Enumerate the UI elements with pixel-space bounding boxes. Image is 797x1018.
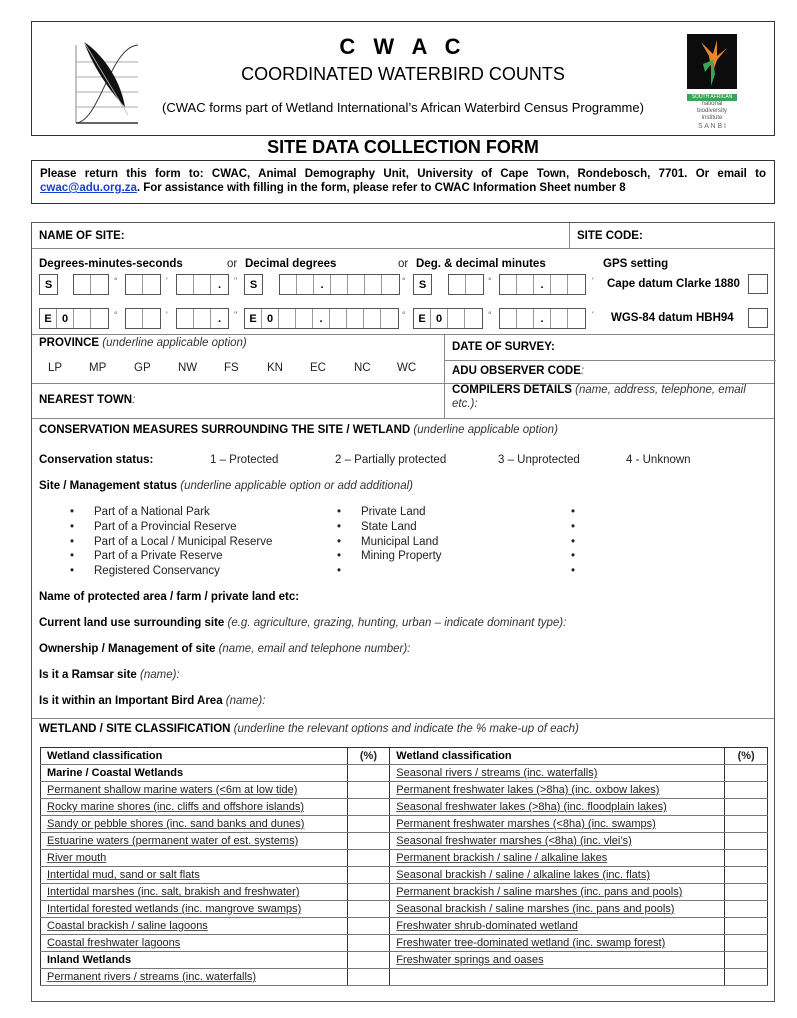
lon-dms-seconds[interactable]: . <box>176 308 229 329</box>
wetland-type[interactable]: Freshwater tree-dominated wetland (inc. swamp forest) <box>390 935 725 952</box>
nearest-town-field[interactable] <box>142 386 437 416</box>
pct-cell[interactable] <box>347 935 390 952</box>
minute-symbol: ' <box>166 310 168 320</box>
col-header-left: Wetland classification <box>41 748 348 765</box>
pct-cell[interactable] <box>725 867 768 884</box>
pct-cell[interactable] <box>725 901 768 918</box>
table-row <box>41 765 768 782</box>
pct-cell[interactable] <box>725 918 768 935</box>
site-code-field[interactable] <box>652 225 770 247</box>
pct-header-right: (%) <box>725 748 768 765</box>
wetland-type[interactable]: Permanent brackish / saline / alkaline lakes <box>390 850 725 867</box>
decimal-label: Decimal degrees <box>245 258 337 270</box>
pct-cell[interactable] <box>725 782 768 799</box>
wetland-type[interactable]: Rocky marine shores (inc. cliffs and offshore islands) <box>41 799 348 816</box>
bullet-icon: • <box>337 536 342 548</box>
pct-cell[interactable] <box>725 799 768 816</box>
date-of-survey-label: DATE OF SURVEY: <box>452 341 555 353</box>
date-of-survey-field[interactable] <box>562 336 772 358</box>
sanbi-band: SOUTH AFRICAN <box>687 94 737 101</box>
minute-symbol: ' <box>592 310 594 320</box>
col-header-right: Wetland classification <box>390 748 725 765</box>
wetland-type[interactable]: Permanent freshwater lakes (>8ha) (inc. oxbow lakes) <box>390 782 725 799</box>
table-row <box>41 782 768 799</box>
site-name-label: NAME OF SITE: <box>39 230 125 242</box>
province-nw[interactable]: NW <box>178 362 198 374</box>
protected-area-label: Name of protected area / farm / private land etc: <box>39 591 300 603</box>
table-row <box>41 833 768 850</box>
mgmt-option[interactable]: Part of a National Park <box>94 506 210 518</box>
wetland-type[interactable] <box>390 969 725 986</box>
site-name-field[interactable] <box>142 225 562 247</box>
ddm-label: Deg. & decimal minutes <box>416 258 546 270</box>
table-row <box>41 850 768 867</box>
sanbi-line-2: biodiversity <box>696 108 727 114</box>
degree-symbol: ° <box>488 276 492 286</box>
province-lp[interactable]: LP <box>48 362 63 374</box>
mgmt-option[interactable]: Part of a Private Reserve <box>94 550 223 562</box>
sanbi-logo <box>687 34 737 130</box>
province-nc[interactable]: NC <box>354 362 371 374</box>
province-gp[interactable]: GP <box>134 362 151 374</box>
return-instructions <box>31 160 775 204</box>
pct-cell[interactable] <box>347 901 390 918</box>
lat-dms-seconds[interactable]: . <box>176 274 229 295</box>
pct-cell[interactable] <box>725 952 768 969</box>
compilers-details-hint: etc.): <box>452 398 478 410</box>
bullet-icon: • <box>337 521 342 533</box>
mgmt-option[interactable]: Mining Property <box>361 550 442 562</box>
degree-symbol: ° <box>402 310 406 320</box>
lat-ddm-prefix: S <box>413 274 432 295</box>
bullet-icon: • <box>70 565 75 577</box>
lon-ddm-minutes[interactable]: . <box>499 308 586 329</box>
table-row <box>41 935 768 952</box>
mgmt-option[interactable]: Private Land <box>361 506 426 518</box>
gps-cape-checkbox[interactable] <box>748 274 768 294</box>
pct-cell[interactable] <box>347 799 390 816</box>
bullet-icon: • <box>70 536 75 548</box>
sanbi-line-1: national <box>701 101 723 107</box>
table-header-row <box>41 748 768 765</box>
ownership-label: Ownership / Management of site (name, email and telephone number): <box>39 643 411 655</box>
form-title: SITE DATA COLLECTION FORM <box>267 137 539 157</box>
category-marine-coastal: Marine / Coastal Wetlands <box>41 765 348 782</box>
conservation-status-label: Conservation status: <box>39 454 154 466</box>
province-label: PROVINCE (underline applicable option) <box>39 337 247 349</box>
or-text: or <box>227 258 238 270</box>
lon-dms-prefix: E 0 <box>39 308 109 329</box>
status-unknown[interactable]: 4 - Unknown <box>626 454 691 466</box>
pct-cell[interactable] <box>347 765 390 782</box>
lat-dms-degrees[interactable] <box>73 274 109 295</box>
bullet-icon: • <box>571 550 576 562</box>
status-partially-protected[interactable]: 2 – Partially protected <box>335 454 447 466</box>
wetland-type[interactable]: Seasonal rivers / streams (inc. waterfalls) <box>390 765 725 782</box>
sanbi-line-3: institute <box>701 115 723 121</box>
province-kn[interactable]: KN <box>267 362 283 374</box>
mgmt-option[interactable]: Part of a Local / Municipal Reserve <box>94 536 273 548</box>
province-mp[interactable]: MP <box>89 362 107 374</box>
minute-symbol: ' <box>166 276 168 286</box>
second-symbol: " <box>234 310 238 320</box>
sanbi-acronym: S A N B I <box>697 123 726 130</box>
pct-cell[interactable] <box>725 850 768 867</box>
bullet-icon: • <box>571 565 576 577</box>
wetland-type[interactable]: River mouth <box>41 850 348 867</box>
degree-symbol: ° <box>402 276 406 286</box>
wetland-type[interactable]: Permanent rivers / streams (inc. waterfalls) <box>41 969 348 986</box>
lon-dms-minutes[interactable] <box>125 308 161 329</box>
mgmt-option[interactable]: Registered Conservancy <box>94 565 220 577</box>
table-row <box>41 969 768 986</box>
degree-symbol: ° <box>114 276 118 286</box>
bullet-icon: • <box>337 565 342 577</box>
pct-cell[interactable] <box>347 816 390 833</box>
province-ec[interactable]: EC <box>310 362 326 374</box>
ramsar-label: Is it a Ramsar site (name): <box>39 669 180 681</box>
gps-setting-label: GPS setting <box>603 258 669 270</box>
return-text-after: . For assistance with filling in the form, please refer to CWAC Information Sheet number 8 <box>136 182 626 194</box>
site-code-label: SITE CODE: <box>577 230 643 242</box>
nearest-town-label: NEAREST TOWN: <box>39 394 136 406</box>
second-symbol: " <box>234 276 238 286</box>
lat-dd-value[interactable]: . <box>279 274 400 295</box>
lat-dms-minutes[interactable] <box>125 274 161 295</box>
pct-cell[interactable] <box>347 952 390 969</box>
pct-cell[interactable] <box>347 782 390 799</box>
pct-cell[interactable] <box>725 816 768 833</box>
bullet-icon: • <box>571 536 576 548</box>
pct-cell[interactable] <box>347 969 390 986</box>
bullet-icon: • <box>571 506 576 518</box>
pct-cell[interactable] <box>347 850 390 867</box>
programme-note: (CWAC forms part of Wetland International’s African Waterbird Census Programme) <box>162 100 644 115</box>
lat-ddm-minutes[interactable]: . <box>499 274 586 295</box>
compilers-details-label: COMPILERS DETAILS (name, address, telephone, email <box>452 384 746 396</box>
bullet-icon: • <box>571 521 576 533</box>
wetland-type[interactable]: Coastal freshwater lagoons <box>41 935 348 952</box>
status-unprotected[interactable]: 3 – Unprotected <box>498 454 580 466</box>
wetland-type[interactable]: Intertidal marshes (inc. salt, brakish and freshwater) <box>41 884 348 901</box>
wetland-type[interactable]: Permanent freshwater marshes (<8ha) (inc. swamps) <box>390 816 725 833</box>
category-inland: Inland Wetlands <box>41 952 348 969</box>
header-box <box>31 21 775 136</box>
bullet-icon: • <box>337 550 342 562</box>
wetland-type[interactable]: Seasonal freshwater marshes (<8ha) (inc. vlei’s) <box>390 833 725 850</box>
classification-heading: WETLAND / SITE CLASSIFICATION (underline the relevant options and indicate the % make-up of each) <box>39 723 579 735</box>
lat-dms-prefix: S <box>39 274 58 295</box>
table-row <box>41 816 768 833</box>
gps-option-wgs84: WGS-84 datum HBH94 <box>611 312 734 324</box>
pct-cell[interactable] <box>725 884 768 901</box>
lon-dd-value[interactable]: E 0 . <box>244 308 399 329</box>
wetland-type[interactable]: Intertidal forested wetlands (inc. mangrove swamps) <box>41 901 348 918</box>
mgmt-option[interactable]: State Land <box>361 521 417 533</box>
bullet-icon: • <box>70 521 75 533</box>
table-row <box>41 901 768 918</box>
wetland-type[interactable]: Intertidal mud, sand or salt flats <box>41 867 348 884</box>
pct-cell[interactable] <box>347 884 390 901</box>
wetland-type[interactable]: Freshwater shrub-dominated wetland <box>390 918 725 935</box>
app-title: C W A C <box>339 34 467 59</box>
wetland-type[interactable]: Seasonal brackish / saline / alkaline lakes (inc. flats) <box>390 867 725 884</box>
table-row <box>41 799 768 816</box>
lon-ddm-degrees[interactable]: E 0 <box>413 308 483 329</box>
province-fs[interactable]: FS <box>224 362 239 374</box>
dms-label: Degrees-minutes-seconds <box>39 258 183 270</box>
conservation-heading: CONSERVATION MEASURES SURROUNDING THE SITE / WETLAND (underline applicable option) <box>39 424 558 436</box>
table-row <box>41 918 768 935</box>
pct-header-left: (%) <box>347 748 390 765</box>
site-form <box>31 222 775 1002</box>
observer-code-label: ADU OBSERVER CODE: <box>452 365 585 377</box>
lat-ddm-degrees[interactable] <box>448 274 484 295</box>
observer-code-field[interactable] <box>592 361 772 383</box>
gps-option-cape: Cape datum Clarke 1880 <box>607 278 740 290</box>
wetland-type[interactable]: Estuarine waters (permanent water of est. systems) <box>41 833 348 850</box>
strelitzia-flower-icon <box>687 34 737 89</box>
wetland-type[interactable]: Coastal brackish / saline lagoons <box>41 918 348 935</box>
province-wc[interactable]: WC <box>397 362 417 374</box>
bullet-icon: • <box>70 506 75 518</box>
wetland-type[interactable]: Seasonal brackish / saline marshes (inc. pans and pools) <box>390 901 725 918</box>
lat-dd-prefix: S <box>244 274 263 295</box>
wetland-type[interactable]: Seasonal freshwater lakes (>8ha) (inc. floodplain lakes) <box>390 799 725 816</box>
or-text: or <box>398 258 409 270</box>
app-subtitle: COORDINATED WATERBIRD COUNTS <box>241 64 565 84</box>
pct-cell[interactable] <box>725 833 768 850</box>
pct-cell[interactable] <box>347 867 390 884</box>
wetland-type[interactable]: Permanent shallow marine waters (<6m at low tide) <box>41 782 348 799</box>
wetland-type[interactable]: Permanent brackish / saline marshes (inc. pans and pools) <box>390 884 725 901</box>
land-use-label: Current land use surrounding site (e.g. agriculture, grazing, hunting, urban – indicate dominant type): <box>39 617 567 629</box>
gps-wgs84-checkbox[interactable] <box>748 308 768 328</box>
degree-symbol: ° <box>114 310 118 320</box>
pct-cell[interactable] <box>347 918 390 935</box>
pct-cell[interactable] <box>725 765 768 782</box>
iba-label: Is it within an Important Bird Area (name): <box>39 695 266 707</box>
degree-symbol: ° <box>488 310 492 320</box>
wetland-classification-table <box>40 747 768 986</box>
pct-cell[interactable] <box>725 935 768 952</box>
bullet-icon: • <box>337 506 342 518</box>
mgmt-option[interactable]: Part of a Provincial Reserve <box>94 521 237 533</box>
email-link[interactable]: cwac@adu.org.za <box>40 182 137 194</box>
pct-cell[interactable] <box>347 833 390 850</box>
wetland-type[interactable]: Sandy or pebble shores (inc. sand banks and dunes) <box>41 816 348 833</box>
mgmt-option[interactable]: Municipal Land <box>361 536 439 548</box>
table-row <box>41 952 768 969</box>
status-protected[interactable]: 1 – Protected <box>210 454 279 466</box>
bullet-icon: • <box>70 550 75 562</box>
table-row <box>41 884 768 901</box>
management-status-label: Site / Management status (underline applicable option or add additional) <box>39 480 413 492</box>
table-row <box>41 867 768 884</box>
wetland-type[interactable]: Freshwater springs and oases <box>390 952 725 969</box>
return-text: Please return this form to: CWAC, Animal Demography Unit, University of Cape Town, Rondebosch, 7701. Or email to <box>40 168 766 180</box>
pct-cell[interactable] <box>725 969 768 986</box>
minute-symbol: ' <box>592 276 594 286</box>
